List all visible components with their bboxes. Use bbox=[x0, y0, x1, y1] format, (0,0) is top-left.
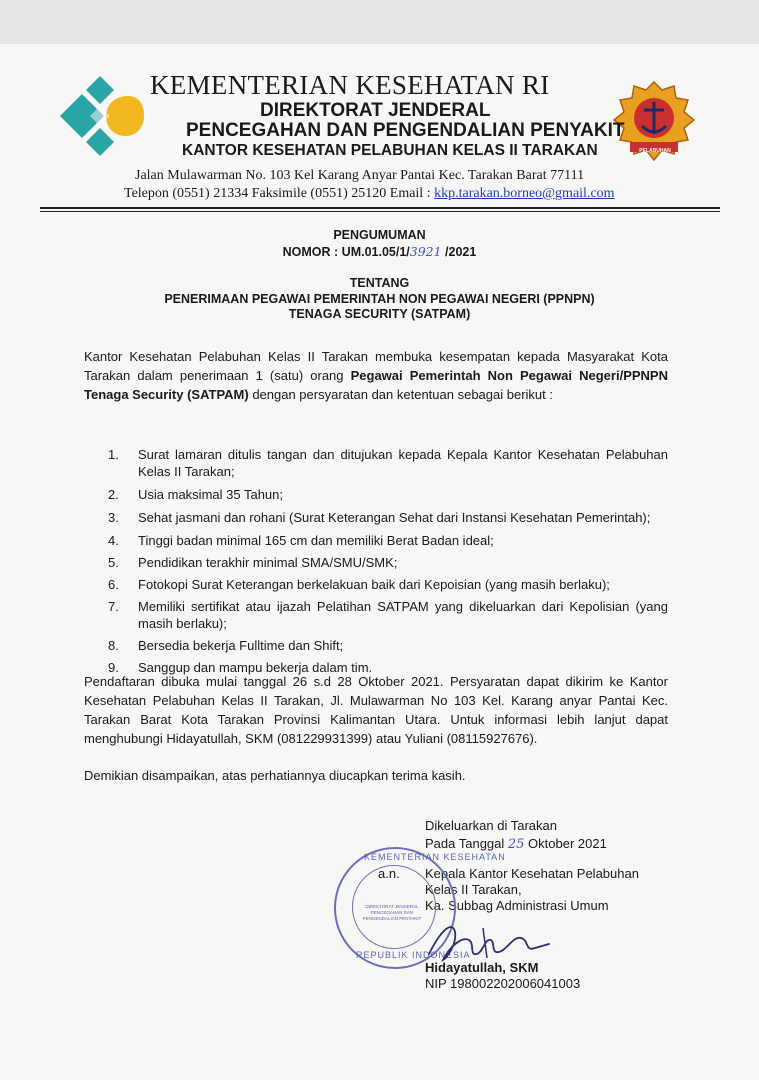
top-margin bbox=[0, 0, 759, 44]
item-text: Fotokopi Surat Keterangan berkelakuan baik dari Kepoisian (yang masih berlaku); bbox=[138, 577, 610, 592]
list-item bbox=[108, 486, 668, 503]
list-item bbox=[108, 598, 668, 632]
announcement-label: PENGUMUMAN bbox=[333, 228, 426, 242]
item-text: Bersedia bekerja Fulltime dan Shift; bbox=[138, 638, 344, 653]
issue-date bbox=[425, 834, 607, 854]
stamp-center-line-3: PENGENDALIAN PENYAKIT bbox=[362, 916, 422, 921]
item-text: Sehat jasmani dan rohani (Surat Keterangan Sehat dari Instansi Kesehatan Pemerintah); bbox=[138, 510, 651, 525]
stamp-center-line-1: DIREKTORAT JENDERAL bbox=[365, 904, 419, 909]
handwritten-signature bbox=[425, 918, 555, 966]
intro-paragraph bbox=[84, 347, 668, 404]
list-item bbox=[108, 509, 668, 526]
item-number: 4. bbox=[108, 533, 119, 548]
issued-at: Dikeluarkan di Tarakan bbox=[425, 818, 557, 833]
requirements-list bbox=[108, 446, 668, 676]
intro-text: Kantor Kesehatan Pelabuhan Kelas II Tarakan membuka kesempatan kepada Masyarakat Kota Tarakan dalam penerimaan 1 (satu) orang bbox=[84, 349, 668, 383]
item-number: 3. bbox=[108, 510, 119, 525]
subject-line-1: PENERIMAAN PEGAWAI PEMERINTAH NON PEGAWAI NEGERI (PPNPN) bbox=[164, 292, 595, 306]
signer-role-1: Kepala Kantor Kesehatan Pelabuhan bbox=[425, 866, 639, 881]
office-name: KANTOR KESEHATAN PELABUHAN KELAS II TARAKAN bbox=[182, 142, 598, 159]
stamp-center-line-2: PENCEGAHAN DAN bbox=[370, 910, 414, 915]
list-item bbox=[108, 637, 668, 654]
number-handwritten: 3921 bbox=[409, 244, 442, 259]
item-number: 2. bbox=[108, 487, 119, 502]
letterhead-rule bbox=[40, 207, 720, 209]
list-item bbox=[108, 576, 668, 593]
list-item bbox=[108, 554, 668, 571]
signer-name: Hidayatullah, SKM bbox=[425, 960, 539, 975]
date-prefix: Pada Tanggal bbox=[425, 836, 508, 851]
date-day: 25 bbox=[507, 837, 525, 852]
ministry-logo bbox=[52, 76, 144, 162]
directorate-name: DIREKTORAT JENDERAL bbox=[260, 100, 491, 121]
item-text: Pendidikan terakhir minimal SMA/SMU/SMK; bbox=[138, 555, 398, 570]
item-number: 9. bbox=[108, 660, 119, 675]
signer-role-3: Ka. Subbag Administrasi Umum bbox=[425, 898, 609, 913]
signer-nip: NIP 198002202006041003 bbox=[425, 976, 581, 991]
stamp-bottom-text: REPUBLIK INDONESIA bbox=[356, 950, 471, 960]
closing-paragraph: Demikian disampaikan, atas perhatiannya diucapkan terima kasih. bbox=[84, 768, 466, 783]
list-item bbox=[108, 446, 668, 480]
on-behalf-of: a.n. bbox=[378, 866, 400, 881]
office-address: Jalan Mulawarman No. 103 Kel Karang Anyar Pantai Kec. Tarakan Barat 77111 bbox=[135, 168, 585, 183]
item-text: Tinggi badan minimal 165 cm dan memiliki Berat Badan ideal; bbox=[138, 533, 494, 548]
office-contact bbox=[124, 186, 615, 202]
contact-text: Telepon (0551) 21334 Faksimile (0551) 25120 Email : bbox=[124, 186, 435, 201]
item-number: 6. bbox=[108, 577, 119, 592]
ministry-name: KEMENTERIAN KESEHATAN RI bbox=[150, 70, 550, 100]
email-link[interactable]: kkp.tarakan.borneo@gmail.com bbox=[434, 186, 615, 201]
subject-line-2: TENAGA SECURITY (SATPAM) bbox=[288, 307, 471, 321]
number-suffix: /2021 bbox=[441, 245, 477, 259]
signer-role-2: Kelas II Tarakan, bbox=[425, 882, 522, 897]
division-name: PENCEGAHAN DAN PENGENDALIAN PENYAKIT bbox=[186, 120, 625, 141]
item-text: Surat lamaran ditulis tangan dan ditujukan kepada Kepala Kantor Kesehatan Pelabuhan Kelas II Tarakan; bbox=[138, 447, 668, 479]
about-label: TENTANG bbox=[349, 276, 410, 290]
list-item bbox=[108, 532, 668, 549]
item-number: 1. bbox=[108, 447, 119, 462]
announcement-number bbox=[0, 244, 759, 259]
stamp-center-text bbox=[352, 904, 432, 922]
emblem-label: PELABUHAN bbox=[639, 148, 671, 154]
item-number: 8. bbox=[108, 638, 119, 653]
registration-paragraph: Pendaftaran dibuka mulai tanggal 26 s.d 28 Oktober 2021. Persyaratan dapat dikirim ke Kantor Kesehatan Pelabuhan Kelas II Tarakan, Jl. Mulawarman No 103 Kel. Karang anyar Pantai Kec. Tarakan Barat Kota Tarakan Provinsi Kalimantan Utara. Untuk informasi lebih lanjut dapat menghubungi Hidayatullah, SKM (081229931399) atau Yuliani (08115927676). bbox=[84, 674, 668, 746]
date-suffix: Oktober 2021 bbox=[524, 836, 607, 851]
item-number: 5. bbox=[108, 555, 119, 570]
number-prefix: NOMOR : UM.01.05/1/ bbox=[282, 245, 410, 259]
item-text: Sanggup dan mampu bekerja dalam tim. bbox=[138, 660, 373, 675]
intro-text-end: dengan persyaratan dan ketentuan sebagai berikut : bbox=[248, 387, 553, 402]
item-number: 7. bbox=[108, 599, 119, 614]
item-text: Memiliki sertifikat atau ijazah Pelatihan SATPAM yang dikeluarkan dari Kepolisian (yang masih berlaku); bbox=[138, 599, 668, 631]
letterhead-rule-thin bbox=[40, 211, 720, 212]
item-text: Usia maksimal 35 Tahun; bbox=[138, 487, 283, 502]
intro-bold-text: Pegawai Pemerintah Non Pegawai Negeri/PPNPN Tenaga Security (SATPAM) bbox=[84, 368, 668, 402]
stamp-top-text: KEMENTERIAN KESEHATAN bbox=[364, 852, 506, 862]
